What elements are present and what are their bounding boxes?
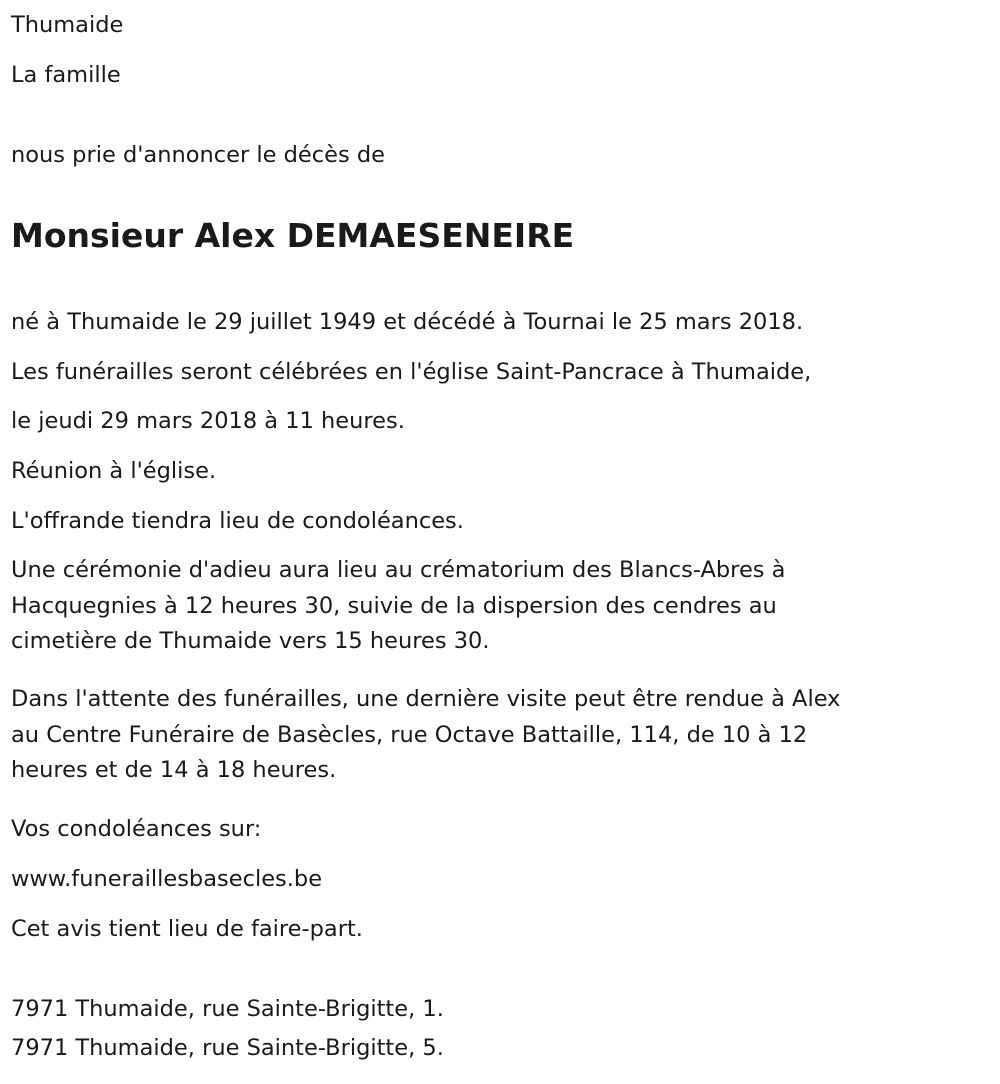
ceremony-line: Une cérémonie d'adieu aura lieu au crématorium des Blancs-Abres à (11, 557, 786, 583)
funeral-text-1: Les funérailles seront célébrées en l'église Saint-Pancrace à Thumaide, (11, 359, 812, 385)
funeral-text-2: le jeudi 29 mars 2018 à 11 heures. (11, 408, 405, 434)
family-label: La famille (11, 62, 121, 88)
visit-line: heures et de 14 à 18 heures. (11, 757, 337, 783)
ceremony-paragraph (11, 553, 785, 660)
notice-text: Cet avis tient lieu de faire-part. (11, 916, 363, 942)
birth-death-text: né à Thumaide le 29 juillet 1949 et décédé à Tournai le 25 mars 2018. (11, 309, 804, 335)
website-link[interactable]: www.funeraillesbasecles.be (11, 866, 323, 892)
address-line: 7971 Thumaide, rue Sainte-Brigitte, 5. (11, 1035, 444, 1061)
deceased-name: Monsieur Alex DEMAESENEIRE (11, 216, 575, 255)
visit-line: au Centre Funéraire de Basècles, rue Octave Battaille, 114, de 10 à 12 (11, 721, 808, 748)
address-line: 7971 Thumaide, rue Sainte-Brigitte, 1. (11, 996, 444, 1022)
visit-paragraph (11, 682, 840, 789)
condolences-label: Vos condoléances sur: (11, 816, 262, 842)
visit-line: Dans l'attente des funérailles, une dernière visite peut être rendue à Alex (11, 686, 841, 712)
ceremony-line: Hacquegnies à 12 heures 30, suivie de la dispersion des cendres au (11, 592, 777, 619)
meeting-text: Réunion à l'église. (11, 458, 217, 484)
announce-text: nous prie d'annoncer le décès de (11, 142, 385, 168)
addresses (11, 990, 444, 1068)
offering-text: L'offrande tiendra lieu de condoléances. (11, 508, 464, 534)
place: Thumaide (11, 12, 124, 38)
ceremony-line: cimetière de Thumaide vers 15 heures 30. (11, 628, 490, 654)
